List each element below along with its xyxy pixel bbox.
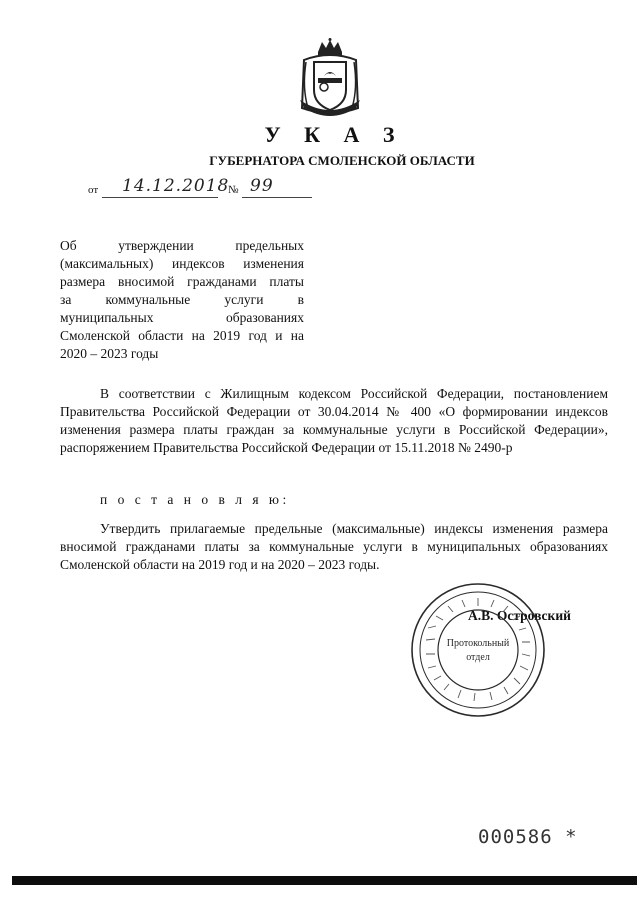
subject-line: размера вносимой гражданами платы [60, 274, 304, 289]
document-subtitle: ГУБЕРНАТОРА СМОЛЕНСКОЙ ОБЛАСТИ [209, 153, 475, 168]
signature-name: А.В. Островский [468, 608, 571, 623]
subject-line: муниципальных образованиях [60, 310, 304, 325]
handwritten-number: 99 [250, 176, 274, 196]
preamble-paragraph: В соответствии с Жилищным кодексом Российской Федерации, постановлением Правительства Российской Федерации от 30.04.2014 № 400 «О формировании индексов изменения размера платы граждан за коммунальные услуги в Российской Федерации», распоряжением Правительства Российской Федерации от 15.11.2018 № 2490-р [60, 386, 608, 455]
subject-line: за коммунальные услуги в [60, 292, 304, 307]
document-subject [60, 237, 304, 363]
coat-of-arms-icon [294, 38, 366, 118]
document-title: У К А З [264, 122, 404, 147]
resolution-paragraph: Утвердить прилагаемые предельные (максимальные) индексы изменения размера вносимой гражданами платы за коммунальные услуги в муниципальных образованиях Смоленской области на 2019 год и на 2020 – 2023 годы. [60, 521, 608, 572]
subject-line: Об утверждении предельных [60, 238, 304, 253]
document-serial-number: 000586 * [478, 826, 578, 848]
bottom-border [12, 876, 637, 885]
number-underline [242, 197, 312, 198]
subject-line: Смоленской области на 2019 год и на [60, 328, 304, 343]
stamp-text-line1: Протокольный [446, 638, 510, 649]
date-label: от [88, 184, 99, 196]
handwritten-date: 14.12.2018 [122, 176, 230, 196]
number-label: № [228, 184, 239, 196]
stamp-text-line2: отдел [466, 652, 490, 663]
subject-line: 2020 – 2023 годы [60, 346, 159, 361]
subject-line: (максимальных) индексов изменения [60, 256, 304, 271]
date-underline [102, 197, 218, 198]
official-stamp [408, 580, 548, 720]
decree-word: п о с т а н о в л я ю: [100, 492, 290, 507]
